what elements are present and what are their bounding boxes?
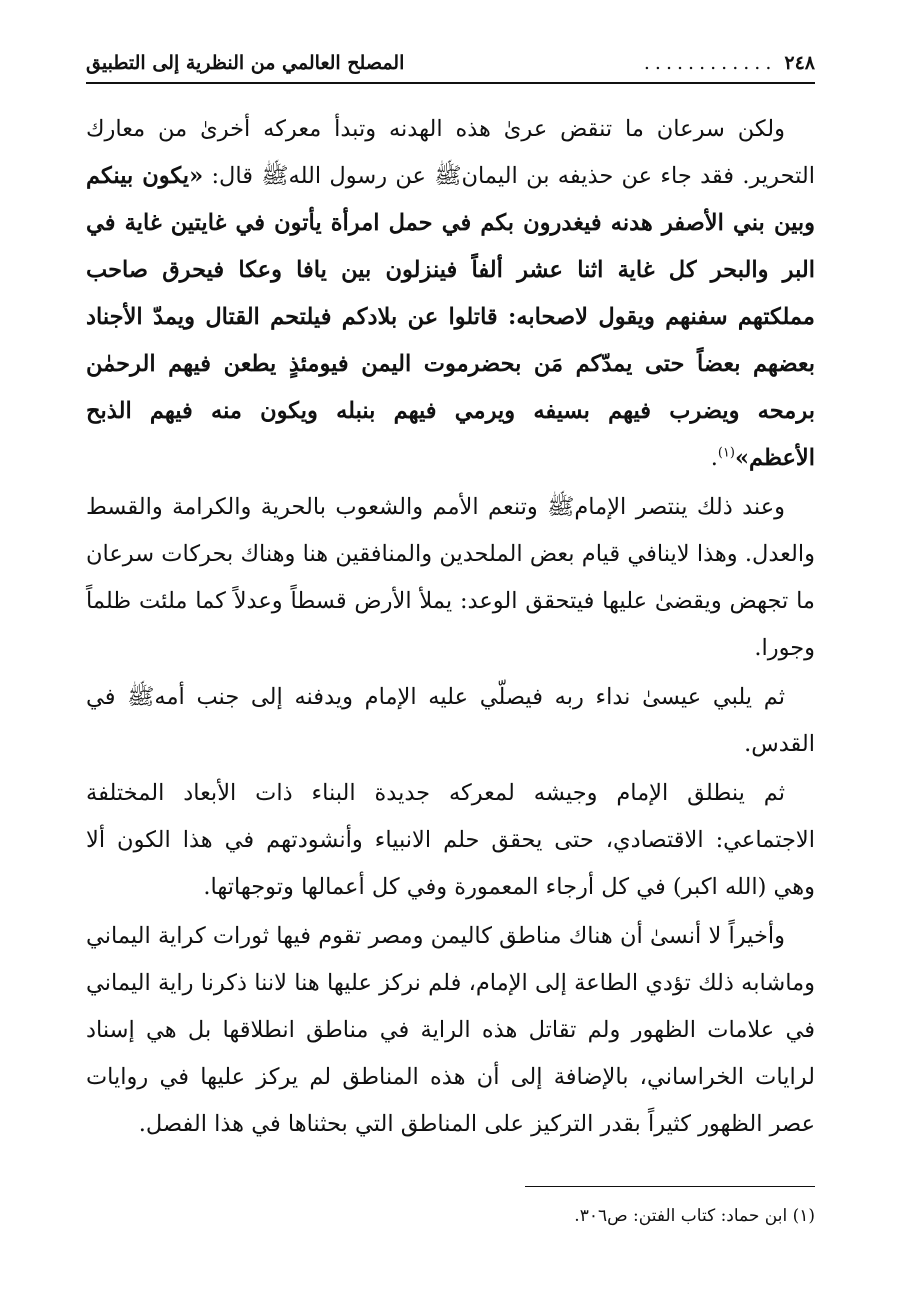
paragraph-3-tail: في القدس. [86,684,815,757]
paragraph-3-lead: ثم يلبي عيسىٰ نداء ربه فيصلّي عليه الإمام ويدفنه إلى جنب أمه [154,684,785,710]
paragraph-2-lead: وعند ذلك ينتصر الإمام [574,494,786,520]
footnote-reference: (١) [717,445,735,461]
paragraph-2 [86,484,815,672]
honorific-mark: ﷺ [127,684,155,710]
footnote-divider [525,1186,815,1187]
paragraph-1-tail: . [710,445,718,471]
hadith-quote: «يكون بينكم وبين بني الأصفر هدنه فيغدرون بكم في حمل امرأة يأتون في غايتين غاية في البر والبحر كل غاية اثنا عشر ألفاً فينزلون بين يافا وعكا فيحرق صاحب مملكتهم سفنهم ويقول لاصحابه: قاتلوا عن بلادكم فيلتحم القتال ويمدّ الأجناد بعضهم بعضاً حتى يمدّكم مَن بحضرموت اليمن فيومئذٍ يطعن فيهم الرحمٰن برمحه ويضرب فيهم بسيفه ويرمي فيهم بنبله ويكون منه فيهم الذبح الأعظم» [86,163,815,471]
paragraph-4: ثم ينطلق الإمام وجيشه لمعركه جديدة البناء ذات الأبعاد المختلفة الاجتماعي: الاقتصادي، حتى يحقق حلم الانبياء وأنشودتهم في هذا الكون ألا وهي (الله اكبر) في كل أرجاء المعمورة وفي كل أعمالها وتوجهاتها. [86,780,815,900]
paragraph-1-said: قال: [203,163,262,189]
leader-dots: ............ [643,52,777,74]
paragraph-1-mid: عن رسول الله [288,163,435,189]
footnote: (١) ابن حماد: كتاب الفتن: ص٣٠٦. [574,1206,815,1226]
page-number: ٢٤٨ [784,52,815,74]
paragraph-1-lead: ولكن سرعان ما تنقض عرىٰ هذه الهدنه وتبدأ معركه أخرىٰ من معارك التحرير. فقد جاء عن حذيفه بن اليمان [86,116,815,189]
paragraph-2-tail: وتنعم الأمم والشعوب بالحرية والكرامة والقسط والعدل. وهذا لاينافي قيام بعض الملحدين والمنافقين هنا وهناك بحركات سرعان ما تجهض ويقضىٰ عليها فيتحقق الوعد: يملأ الأرض قسطاً وعدلاً كما ملئت ظلماً وجورا. [86,494,815,661]
body-text [86,106,815,1148]
honorific-mark: ﷺ [434,163,462,189]
honorific-mark: ﷺ [261,163,289,189]
running-header [86,52,815,84]
book-title: المصلح العالمي من النظرية إلى التطبيق [86,52,405,74]
paragraph-1 [86,106,815,482]
honorific-mark: ﷺ [547,494,575,520]
paragraph-3 [86,674,815,768]
paragraph-5: وأخيراً لا أنسىٰ أن هناك مناطق كاليمن ومصر تقوم فيها ثورات كراية اليماني وماشابه ذلك تؤدي الطاعة إلى الإمام، فلم نركز عليها هنا لاننا ذكرنا راية اليماني في علامات الظهور ولم تقاتل هذه الراية في مناطق انطلاقها بل هي إسناد لرايات الخراساني، بالإضافة إلى أن هذه المناطق لم يركز عليها في روايات عصر الظهور كثيراً بقدر التركيز على المناطق التي بحثناها في هذا الفصل. [86,923,815,1137]
